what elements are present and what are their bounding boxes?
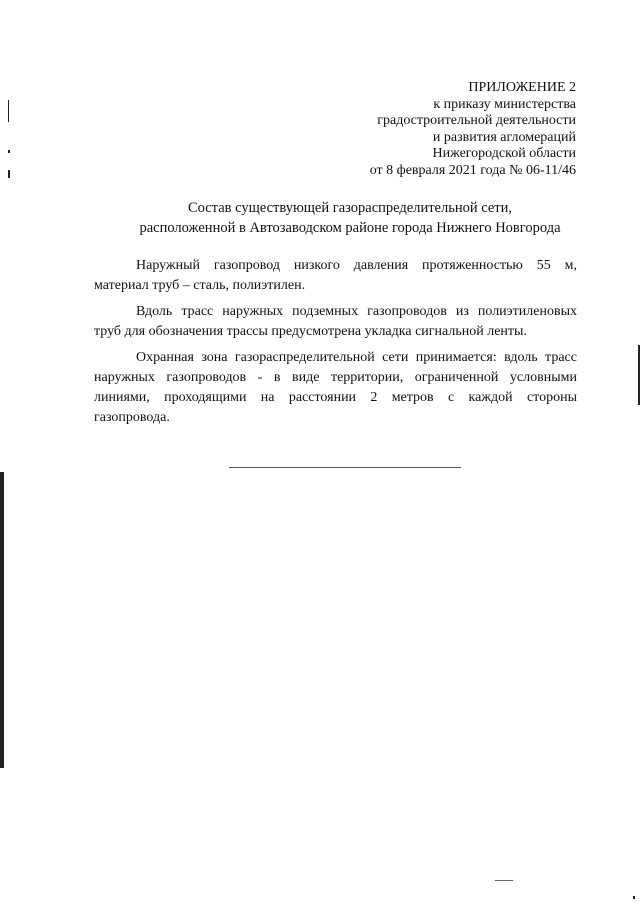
appendix-header xyxy=(370,80,576,179)
appendix-number: ПРИЛОЖЕНИЕ 2 xyxy=(468,80,576,95)
paragraph-line: Наружный газопровод низкого давления протяженностью 55 м, xyxy=(136,258,577,273)
paragraph-line: труб для обозначения трассы предусмотрена укладка сигнальной ленты. xyxy=(94,324,527,339)
scan-edge-mark xyxy=(633,896,635,899)
scan-edge-mark xyxy=(0,472,4,768)
paragraph-line: линиями, проходящими на расстоянии 2 метров с каждой стороны xyxy=(94,390,577,405)
ministry-name-line-2: и развития агломераций xyxy=(432,129,576,145)
order-date-number: от 8 февраля 2021 года № 06-11/46 xyxy=(369,162,576,178)
scan-edge-mark xyxy=(8,170,10,178)
title-line-1: Состав существующей газораспределительной сети, xyxy=(187,200,513,216)
paragraph-pipeline xyxy=(94,256,577,296)
scan-edge-mark xyxy=(495,880,513,881)
paragraph-signal-tape xyxy=(94,302,577,342)
order-reference: к приказу министерства xyxy=(433,96,576,112)
scan-edge-mark xyxy=(8,150,10,153)
title-line-2: расположенной в Автозаводском районе города Нижнего Новгорода xyxy=(139,220,561,236)
region-name: Нижегородской области xyxy=(432,146,576,161)
ministry-name-line-1: градостроительной деятельности xyxy=(377,113,576,128)
paragraph-line: газопровода. xyxy=(94,410,170,425)
paragraph-line: материал труб – сталь, полиэтилен. xyxy=(94,278,306,293)
scan-edge-mark xyxy=(8,100,9,122)
paragraph-line: наружных газопроводов - в виде территории, ограниченной условными xyxy=(94,370,577,385)
end-separator-line xyxy=(229,467,461,468)
document-title xyxy=(120,198,580,238)
document-body xyxy=(94,256,577,434)
paragraph-protection-zone xyxy=(94,348,577,428)
paragraph-line: Охранная зона газораспределительной сети принимается: вдоль трасс xyxy=(136,350,577,365)
paragraph-line: Вдоль трасс наружных подземных газопроводов из полиэтиленовых xyxy=(136,304,577,319)
